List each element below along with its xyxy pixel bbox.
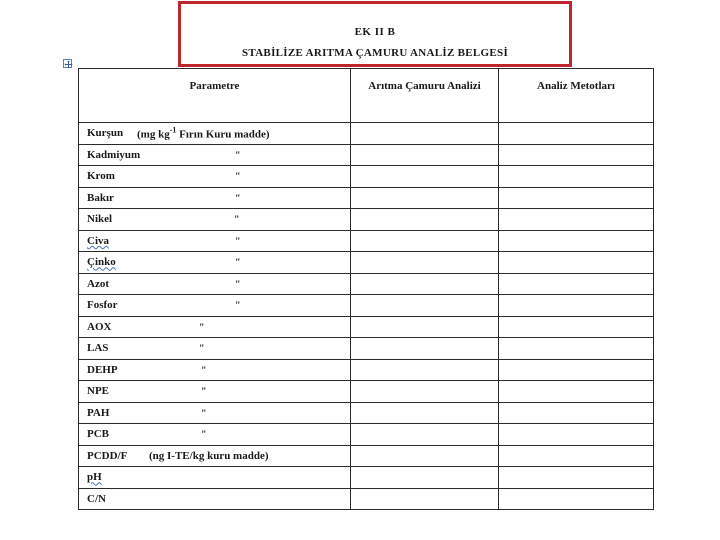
- ditto-mark: ": [199, 322, 205, 334]
- ditto-mark: ": [199, 343, 205, 355]
- param-name: PAH: [87, 406, 110, 419]
- ditto-mark: ": [235, 150, 241, 162]
- param-name: LAS: [87, 342, 109, 355]
- param-cell: [79, 445, 351, 467]
- table-row: [79, 273, 654, 295]
- analysis-method-cell[interactable]: [499, 230, 654, 252]
- analysis-method-cell[interactable]: [499, 359, 654, 381]
- ditto-mark: ": [201, 408, 207, 420]
- table-row: [79, 467, 654, 489]
- param-cell: [79, 123, 351, 145]
- param-cell: [79, 381, 351, 403]
- analysis-method-cell[interactable]: [499, 295, 654, 317]
- sludge-analysis-cell[interactable]: [351, 144, 499, 166]
- document-title: STABİLİZE ARITMA ÇAMURU ANALİZ BELGESİ: [241, 47, 509, 59]
- analysis-method-cell[interactable]: [499, 252, 654, 274]
- analysis-method-cell[interactable]: [499, 166, 654, 188]
- sludge-analysis-cell[interactable]: [351, 230, 499, 252]
- sludge-analysis-cell[interactable]: [351, 359, 499, 381]
- table-row: [79, 424, 654, 446]
- param-name: Nikel: [87, 213, 113, 226]
- param-name: DEHP: [87, 363, 118, 376]
- table-row: [79, 252, 654, 274]
- annex-label: EK II B: [354, 26, 396, 38]
- sludge-analysis-cell[interactable]: [351, 381, 499, 403]
- table-row: [79, 187, 654, 209]
- sludge-analysis-cell[interactable]: [351, 316, 499, 338]
- ditto-mark: ": [235, 257, 241, 269]
- sludge-analysis-cell[interactable]: [351, 338, 499, 360]
- ditto-mark: ": [235, 193, 241, 205]
- param-name: Azot: [87, 277, 109, 290]
- ditto-mark: ": [201, 429, 207, 441]
- ditto-mark: ": [234, 214, 240, 226]
- param-name: Kurşun: [87, 127, 124, 140]
- analysis-method-cell[interactable]: [499, 123, 654, 145]
- analysis-method-cell[interactable]: [499, 209, 654, 231]
- param-cell: [79, 187, 351, 209]
- table-row: [79, 359, 654, 381]
- ditto-mark: ": [201, 365, 207, 377]
- title-box: [178, 1, 572, 67]
- param-name: Bakır: [87, 191, 114, 204]
- table-row: [79, 338, 654, 360]
- analysis-method-cell[interactable]: [499, 338, 654, 360]
- header-sludge-analysis: Arıtma Çamuru Analizi: [351, 69, 499, 123]
- param-name: PCB: [87, 428, 109, 441]
- param-cell: [79, 402, 351, 424]
- sludge-analysis-cell[interactable]: [351, 187, 499, 209]
- sludge-analysis-cell[interactable]: [351, 273, 499, 295]
- table-row: [79, 230, 654, 252]
- param-cell: [79, 467, 351, 489]
- table-row: [79, 166, 654, 188]
- analysis-method-cell[interactable]: [499, 467, 654, 489]
- ditto-mark: ": [201, 386, 207, 398]
- table-move-handle-icon[interactable]: [63, 59, 72, 68]
- sludge-analysis-cell[interactable]: [351, 123, 499, 145]
- analysis-method-cell[interactable]: [499, 316, 654, 338]
- table-row: [79, 209, 654, 231]
- analysis-method-cell[interactable]: [499, 144, 654, 166]
- ditto-mark: ": [235, 279, 241, 291]
- param-cell: [79, 338, 351, 360]
- ditto-mark: ": [235, 171, 241, 183]
- param-cell: [79, 273, 351, 295]
- analysis-method-cell[interactable]: [499, 424, 654, 446]
- param-name: Kadmiyum: [87, 148, 141, 161]
- param-cell: [79, 230, 351, 252]
- sludge-analysis-cell[interactable]: [351, 424, 499, 446]
- ditto-mark: ": [235, 236, 241, 248]
- param-name: Civa: [87, 234, 109, 247]
- param-cell: [79, 295, 351, 317]
- param-name: AOX: [87, 320, 112, 333]
- ditto-mark: ": [235, 300, 241, 312]
- table-row: [79, 144, 654, 166]
- table-header-row: [79, 69, 654, 123]
- analysis-method-cell[interactable]: [499, 402, 654, 424]
- param-cell: [79, 488, 351, 510]
- param-name: Çinko: [87, 256, 116, 269]
- table-row: [79, 445, 654, 467]
- table-row: [79, 402, 654, 424]
- header-analysis-methods: Analiz Metotları: [499, 69, 654, 123]
- analysis-table: [78, 68, 654, 510]
- analysis-method-cell[interactable]: [499, 488, 654, 510]
- table-row: [79, 381, 654, 403]
- param-name: Fosfor: [87, 299, 118, 312]
- param-cell: [79, 359, 351, 381]
- sludge-analysis-cell[interactable]: [351, 467, 499, 489]
- sludge-analysis-cell[interactable]: [351, 252, 499, 274]
- analysis-method-cell[interactable]: [499, 273, 654, 295]
- param-cell: [79, 166, 351, 188]
- analysis-method-cell[interactable]: [499, 381, 654, 403]
- param-name: C/N: [87, 492, 106, 505]
- param-unit: (ng I-TE/kg kuru madde): [149, 449, 269, 462]
- header-parametre: Parametre: [79, 69, 351, 123]
- param-cell: [79, 316, 351, 338]
- sludge-analysis-cell[interactable]: [351, 402, 499, 424]
- param-name: Krom: [87, 170, 115, 183]
- sludge-analysis-cell[interactable]: [351, 295, 499, 317]
- sludge-analysis-cell[interactable]: [351, 166, 499, 188]
- param-name: PCDD/F: [87, 449, 128, 462]
- param-cell: [79, 209, 351, 231]
- table-row: [79, 123, 654, 145]
- param-name: pH: [87, 471, 102, 484]
- param-name: NPE: [87, 385, 109, 398]
- table-row: [79, 316, 654, 338]
- analysis-method-cell[interactable]: [499, 187, 654, 209]
- param-unit: (mg $kg^{-1}$ Fırın Kuru madde): [137, 125, 270, 141]
- table-row: [79, 295, 654, 317]
- sludge-analysis-cell[interactable]: [351, 209, 499, 231]
- table-row: [79, 488, 654, 510]
- analysis-method-cell[interactable]: [499, 445, 654, 467]
- sludge-analysis-cell[interactable]: [351, 445, 499, 467]
- param-cell: [79, 252, 351, 274]
- param-cell: [79, 144, 351, 166]
- param-cell: [79, 424, 351, 446]
- sludge-analysis-cell[interactable]: [351, 488, 499, 510]
